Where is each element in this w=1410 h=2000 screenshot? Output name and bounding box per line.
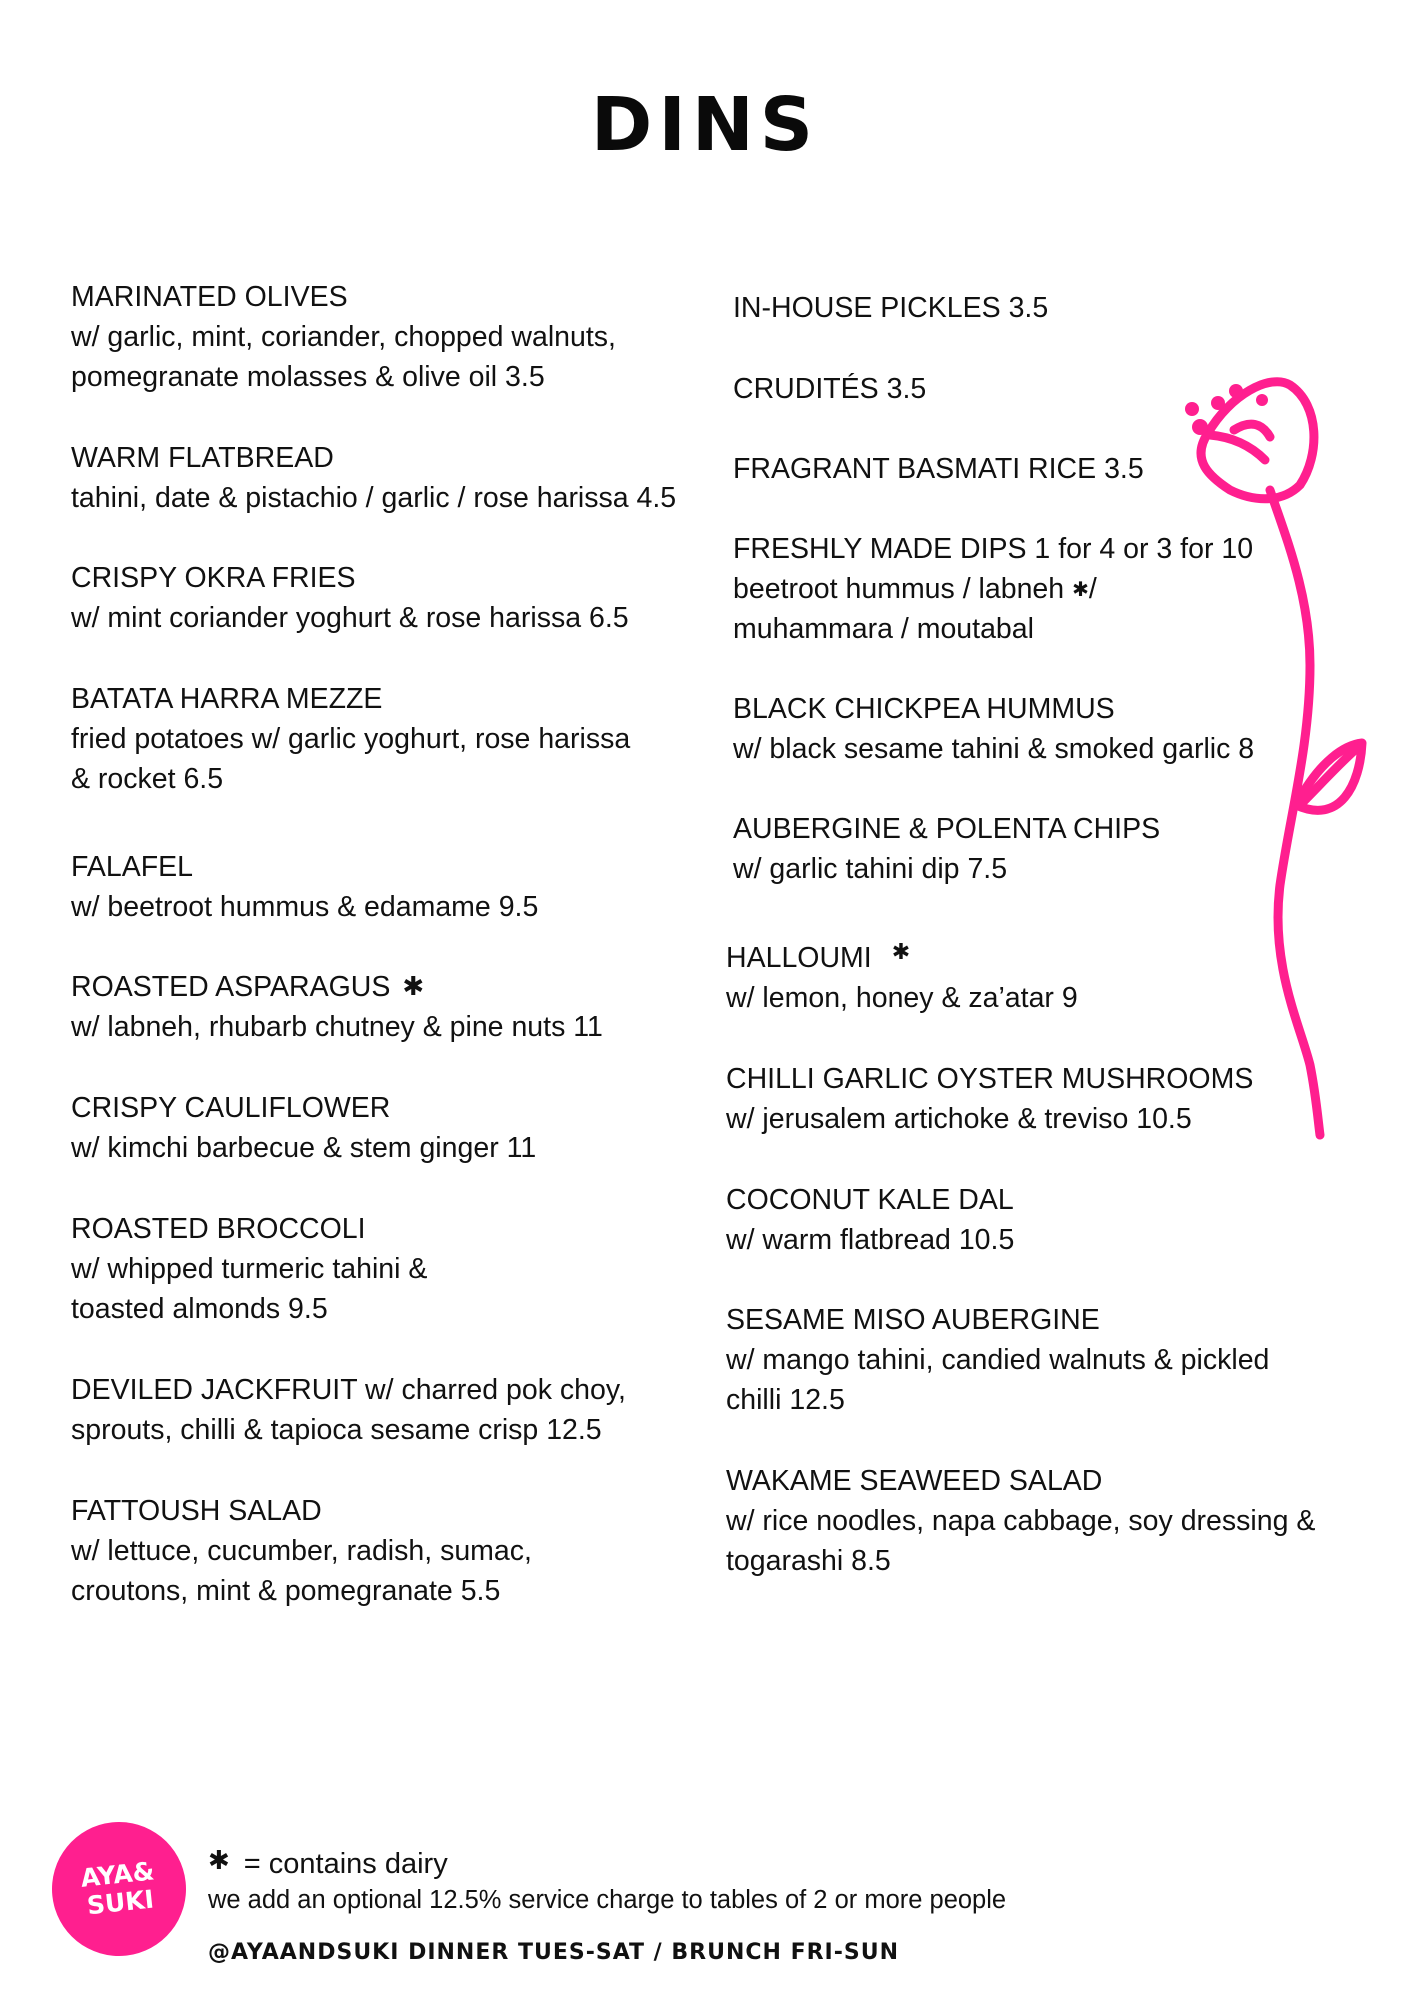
item-name: ROASTED BROCCOLI [71, 1213, 366, 1245]
menu-item-in-house-pickles [733, 288, 1048, 328]
item-desc: sprouts, chilli & tapioca sesame crisp 12.5 [71, 1414, 602, 1446]
menu-item-basmati-rice [733, 449, 1144, 489]
item-desc: w/ beetroot hummus & edamame 9.5 [71, 891, 539, 923]
item-name-row [71, 967, 603, 1007]
menu-item-crispy-cauliflower [71, 1088, 536, 1168]
item-desc-separator: / [1088, 573, 1097, 605]
menu-item-falafel [71, 847, 538, 927]
item-name: AUBERGINE & POLENTA CHIPS [733, 813, 1161, 845]
menu-title: DINS [590, 82, 820, 168]
item-name: IN-HOUSE PICKLES 3.5 [733, 292, 1049, 324]
item-desc: pomegranate molasses & olive oil 3.5 [71, 361, 545, 393]
service-charge-note: we add an optional 12.5% service charge to tables of 2 or more people [208, 1886, 1007, 1914]
item-name: FALAFEL [71, 851, 193, 883]
item-desc: muhammara / moutabal [733, 613, 1034, 645]
item-name: WARM FLATBREAD [71, 442, 334, 474]
dairy-legend-text: = contains dairy [243, 1848, 448, 1880]
item-desc: togarashi 8.5 [726, 1545, 891, 1577]
item-desc: fried potatoes w/ garlic yoghurt, rose harissa [71, 723, 631, 755]
item-desc: toasted almonds 9.5 [71, 1293, 328, 1325]
dairy-icon: ✱ [402, 971, 425, 1001]
dairy-icon: ✱ [1072, 579, 1089, 601]
item-desc: w/ rice noodles, napa cabbage, soy dressing & [726, 1505, 1316, 1537]
item-desc: tahini, date & pistachio / garlic / rose harissa 4.5 [71, 482, 677, 514]
menu-item-warm-flatbread [71, 438, 676, 518]
item-desc: w/ lettuce, cucumber, radish, sumac, [71, 1535, 532, 1567]
menu-item-roasted-broccoli [71, 1209, 427, 1329]
item-name: FRAGRANT BASMATI RICE 3.5 [733, 453, 1144, 485]
item-name: ROASTED ASPARAGUS [71, 971, 391, 1003]
item-desc: croutons, mint & pomegranate 5.5 [71, 1575, 501, 1607]
item-name: FATTOUSH SALAD [71, 1495, 322, 1527]
menu-item-marinated-olives [71, 277, 616, 397]
menu-item-sesame-miso-aubergine [726, 1300, 1269, 1420]
menu-item-batata-harra [71, 679, 630, 799]
item-name: MARINATED OLIVES [71, 281, 348, 313]
aya-suki-logo [45, 1815, 192, 1962]
dairy-icon: ✱ [208, 1845, 230, 1875]
item-desc: w/ mint coriander yoghurt & rose harissa 6.5 [71, 602, 629, 634]
item-desc: w/ jerusalem artichoke & treviso 10.5 [726, 1103, 1192, 1135]
social-and-hours: @AYAANDSUKI DINNER TUES-SAT / BRUNCH FRI-SUN [208, 1940, 899, 1965]
menu-item-roasted-asparagus [71, 967, 603, 1047]
item-name: BATATA HARRA MEZZE [71, 683, 383, 715]
menu-item-deviled-jackfruit [71, 1370, 626, 1450]
item-desc: w/ labneh, rhubarb chutney & pine nuts 11 [71, 1011, 603, 1043]
logo-text: AYA& SUKI [79, 1856, 156, 1921]
menu-item-coconut-kale-dal [726, 1180, 1014, 1260]
menu-item-aubergine-polenta-chips [733, 809, 1160, 889]
item-desc: w/ whipped turmeric tahini & [71, 1253, 428, 1285]
menu-item-halloumi [726, 938, 1078, 1018]
item-desc: & rocket 6.5 [71, 763, 224, 795]
item-name: CRISPY OKRA FRIES [71, 562, 356, 594]
tulip-flower-icon [1170, 365, 1370, 1150]
item-desc: w/ garlic tahini dip 7.5 [733, 853, 1008, 885]
item-name: SESAME MISO AUBERGINE [726, 1304, 1100, 1336]
item-desc: w/ garlic, mint, coriander, chopped walnuts, [71, 321, 616, 353]
item-desc: beetroot hummus / labneh [733, 573, 1065, 605]
item-name-row [726, 938, 1078, 978]
menu-item-crispy-okra-fries [71, 558, 629, 638]
item-desc: w/ kimchi barbecue & stem ginger 11 [71, 1132, 537, 1164]
dairy-legend [208, 1842, 448, 1882]
item-name: WAKAME SEAWEED SALAD [726, 1465, 1103, 1497]
item-name: COCONUT KALE DAL [726, 1184, 1014, 1216]
item-desc: w/ black sesame tahini & smoked garlic 8 [733, 733, 1255, 765]
menu-item-crudites [733, 369, 926, 409]
item-name: BLACK CHICKPEA HUMMUS [733, 693, 1115, 725]
item-name: CRISPY CAULIFLOWER [71, 1092, 391, 1124]
item-desc: w/ mango tahini, candied walnuts & pickled [726, 1344, 1270, 1376]
item-name: HALLOUMI [726, 942, 872, 974]
item-desc: chilli 12.5 [726, 1384, 845, 1416]
menu-item-fattoush-salad [71, 1491, 532, 1611]
item-desc: w/ warm flatbread 10.5 [726, 1224, 1015, 1256]
menu-item-wakame-seaweed-salad [726, 1461, 1315, 1581]
dairy-icon: ✱ [891, 939, 911, 964]
item-desc: w/ lemon, honey & za’atar 9 [726, 982, 1078, 1014]
item-name: DEVILED JACKFRUIT w/ charred pok choy, [71, 1374, 626, 1406]
item-name: CRUDITÉS 3.5 [733, 373, 927, 405]
item-name: CHILLI GARLIC OYSTER MUSHROOMS [726, 1063, 1254, 1095]
item-name: FRESHLY MADE DIPS 1 for 4 or 3 for 10 [733, 533, 1254, 565]
